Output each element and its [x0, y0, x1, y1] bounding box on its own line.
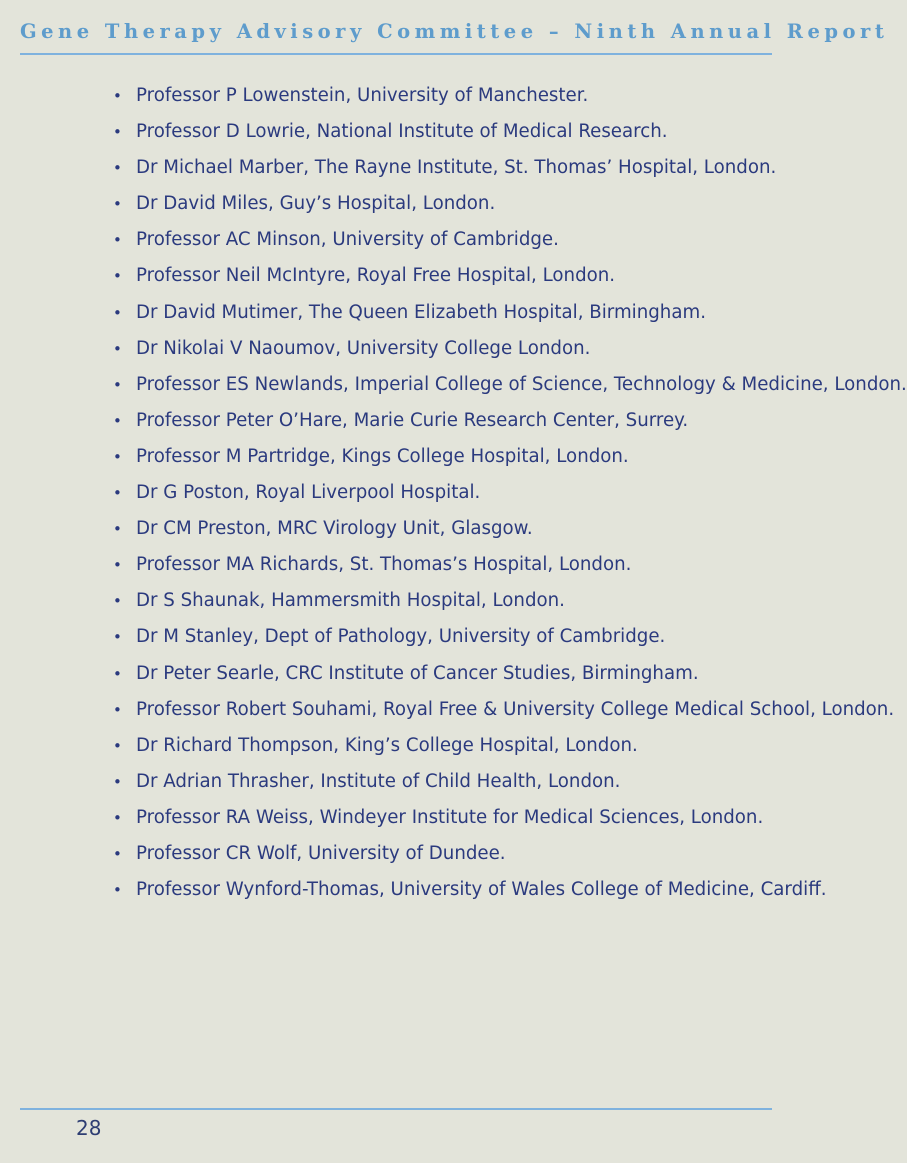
bullet-icon: • [113, 159, 122, 178]
member-entry: Professor RA Weiss, Windeyer Institute for Medical Sciences, London. [136, 806, 764, 828]
member-entry: Professor Robert Souhami, Royal Free & University College Medical School, London. [136, 698, 895, 720]
member-entry: Dr CM Preston, MRC Virology Unit, Glasgow. [136, 518, 533, 540]
member-entry: Dr G Poston, Royal Liverpool Hospital. [136, 482, 481, 504]
bullet-icon: • [113, 447, 122, 466]
bullet-icon: • [113, 844, 122, 863]
member-entry: Dr David Mutimer, The Queen Elizabeth Hospital, Birmingham. [136, 301, 706, 323]
bullet-icon: • [113, 231, 122, 250]
header-rule [20, 53, 772, 55]
member-entry: Dr M Stanley, Dept of Pathology, University of Cambridge. [136, 626, 666, 648]
bullet-icon: • [113, 375, 122, 394]
bullet-icon: • [113, 484, 122, 503]
member-entry: Dr Michael Marber, The Rayne Institute, St. Thomas’ Hospital, London. [136, 157, 777, 179]
footer-rule [20, 1108, 772, 1110]
bullet-icon: • [113, 881, 122, 900]
member-entry: Professor D Lowrie, National Institute of Medical Research. [136, 121, 668, 143]
bullet-icon: • [113, 772, 122, 791]
member-entry: Dr David Miles, Guy’s Hospital, London. [136, 193, 496, 215]
bullet-icon: • [113, 592, 122, 611]
bullet-icon: • [113, 87, 122, 105]
bullet-icon: • [113, 267, 122, 286]
member-entry: Dr Nikolai V Naoumov, University College London. [136, 337, 591, 359]
bullet-icon: • [113, 556, 122, 575]
bullet-icon: • [113, 736, 122, 755]
member-entry: Dr Peter Searle, CRC Institute of Cancer Studies, Birmingham. [136, 662, 699, 684]
member-entry: Dr Adrian Thrasher, Institute of Child Health, London. [136, 770, 621, 792]
member-entry: Dr Richard Thompson, King’s College Hospital, London. [136, 734, 638, 756]
bullet-icon: • [113, 411, 122, 430]
member-entry: Professor AC Minson, University of Cambridge. [136, 229, 559, 251]
report-header-title: Gene Therapy Advisory Committee – Ninth Annual Report [20, 20, 889, 43]
bullet-icon: • [113, 628, 122, 647]
bullet-icon: • [113, 303, 122, 322]
bullet-icon: • [113, 195, 122, 214]
member-entry: Professor Neil McIntyre, Royal Free Hospital, London. [136, 265, 616, 287]
member-entry: Professor ES Newlands, Imperial College of Science, Technology & Medicine, London. [136, 373, 907, 395]
bullet-icon: • [113, 339, 122, 358]
member-entry: Dr S Shaunak, Hammersmith Hospital, London. [136, 590, 565, 612]
page-number: 28 [76, 1116, 102, 1140]
bullet-icon: • [113, 123, 122, 142]
member-entry: Professor M Partridge, Kings College Hospital, London. [136, 445, 629, 467]
member-entry: Professor P Lowenstein, University of Manchester. [136, 85, 589, 106]
member-entry: Professor Wynford-Thomas, University of Wales College of Medicine, Cardiff. [136, 879, 827, 901]
bullet-icon: • [113, 808, 122, 827]
bullet-icon: • [113, 664, 122, 683]
bullet-icon: • [113, 700, 122, 719]
member-entry: Professor CR Wolf, University of Dundee. [136, 842, 506, 864]
member-entry: Professor MA Richards, St. Thomas’s Hospital, London. [136, 554, 632, 576]
member-entry: Professor Peter O’Hare, Marie Curie Research Center, Surrey. [136, 409, 689, 431]
bullet-icon: • [113, 520, 122, 539]
